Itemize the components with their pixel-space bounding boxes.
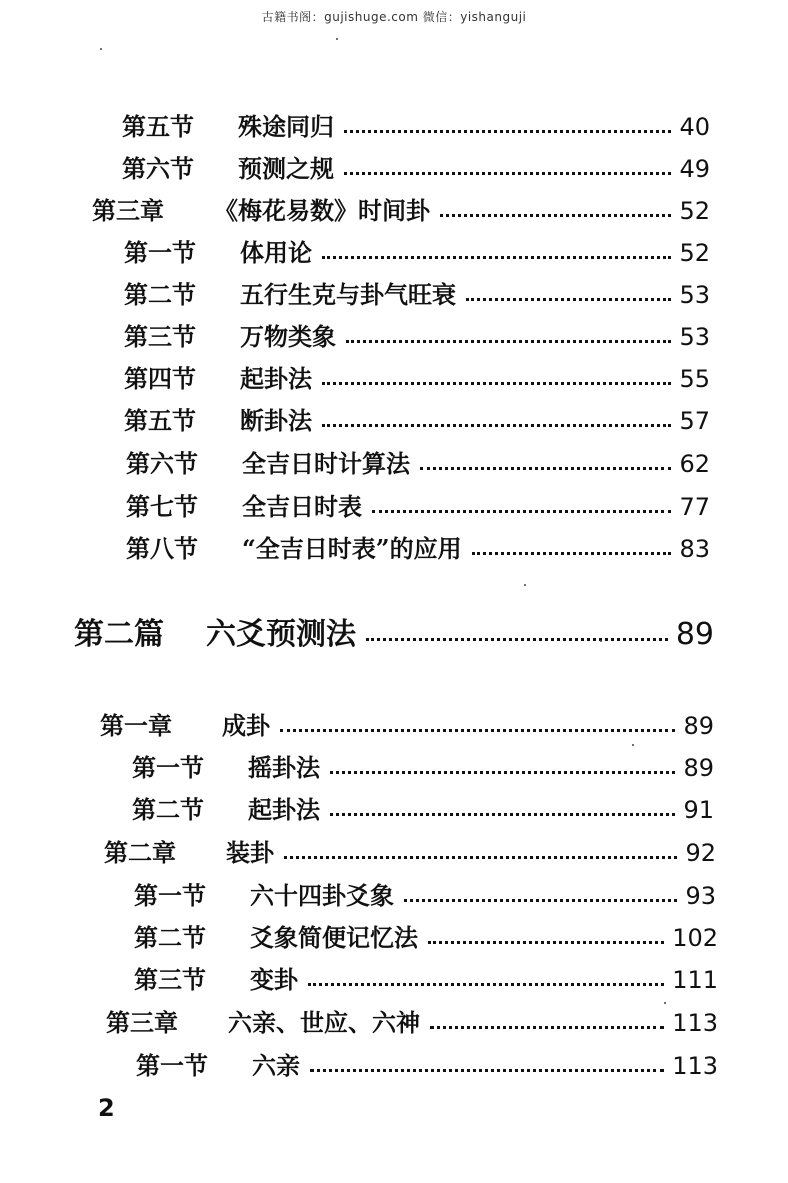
toc-entry[interactable] (134, 961, 718, 999)
dot-leader (284, 856, 677, 859)
toc-entry-title: 成卦 (222, 711, 270, 740)
toc-entry-label: 第六节 (122, 154, 194, 183)
dot-leader (404, 899, 677, 902)
toc-entry-title: 摇卦法 (248, 753, 320, 782)
toc-entry[interactable] (134, 877, 716, 915)
toc-entry-page: 111 (672, 966, 718, 994)
dot-leader (322, 424, 671, 427)
scan-speck (100, 48, 102, 50)
toc-entry[interactable] (124, 234, 710, 272)
toc-entry-title: 爻象简便记忆法 (250, 923, 418, 952)
toc-entry-page: 113 (672, 1009, 718, 1037)
toc-entry-label: 第二节 (134, 923, 206, 952)
toc-entry[interactable] (132, 791, 714, 829)
toc-entry-title: 六亲 (252, 1051, 300, 1080)
toc-entry[interactable] (136, 1047, 718, 1085)
toc-entry-title: 殊途同归 (238, 112, 334, 141)
toc-entry-title: 体用论 (240, 238, 312, 267)
toc-entry-label: 第三章 (92, 196, 164, 225)
dot-leader (322, 382, 671, 385)
toc-entry-label: 第三节 (134, 965, 206, 994)
toc-entry-label: 第五节 (122, 112, 194, 141)
toc-entry-page: 57 (679, 407, 710, 435)
toc-entry-page: 52 (679, 239, 710, 267)
toc-entry-title: 六十四卦爻象 (250, 881, 394, 910)
toc-entry-title: 预测之规 (238, 154, 334, 183)
dot-leader (466, 298, 671, 301)
toc-entry-page: 53 (679, 281, 710, 309)
dot-leader (346, 340, 671, 343)
toc-entry-label: 第四节 (124, 364, 196, 393)
toc-entry-title: 起卦法 (240, 364, 312, 393)
toc-entry-label: 第二节 (124, 280, 196, 309)
toc-entry-title: 起卦法 (248, 795, 320, 824)
toc-entry-label: 第七节 (126, 492, 198, 521)
toc-chapter-entry[interactable] (106, 1004, 718, 1042)
scan-speck (524, 584, 526, 586)
toc-entry-page: 49 (679, 155, 710, 183)
dot-leader (344, 172, 671, 175)
toc-entry-page: 83 (679, 535, 710, 563)
scan-speck (664, 1002, 666, 1004)
toc-entry-page: 102 (672, 924, 718, 952)
toc-entry-title: 断卦法 (240, 406, 312, 435)
toc-entry-label: 第三章 (106, 1008, 178, 1037)
toc-entry[interactable] (122, 108, 710, 146)
toc-entry-page: 40 (679, 113, 710, 141)
dot-leader (440, 214, 671, 217)
toc-part-entry[interactable] (74, 612, 714, 658)
toc-entry-title: 全吉日时计算法 (242, 449, 410, 478)
toc-entry[interactable] (126, 530, 710, 568)
dot-leader (372, 510, 671, 513)
scan-speck (336, 38, 338, 40)
toc-chapter-entry[interactable] (100, 707, 714, 745)
dot-leader (430, 1026, 664, 1029)
toc-entry[interactable] (126, 488, 710, 526)
scan-speck (600, 640, 602, 642)
toc-entry[interactable] (124, 318, 710, 356)
toc-entry-title: 《梅花易数》时间卦 (214, 196, 430, 225)
toc-entry-label: 第一节 (124, 238, 196, 267)
toc-entry-page: 53 (679, 323, 710, 351)
toc-entry[interactable] (126, 445, 710, 483)
toc-entry-label: 第一章 (100, 711, 172, 740)
scan-speck (632, 744, 634, 746)
toc-entry-page: 52 (679, 197, 710, 225)
toc-entry-title: 全吉日时表 (242, 492, 362, 521)
dot-leader (330, 771, 675, 774)
toc-entry[interactable] (124, 276, 710, 314)
dot-leader (420, 467, 671, 470)
toc-entry-title: 六亲、世应、六神 (228, 1008, 420, 1037)
toc-entry-title: 五行生克与卦气旺衰 (240, 280, 456, 309)
watermark-text: 古籍书阁：gujishuge.com 微信：yishanguji (261, 10, 527, 24)
toc-entry[interactable] (122, 150, 710, 188)
dot-leader (310, 1069, 664, 1072)
toc-entry-page: 92 (685, 839, 716, 867)
toc-entry-page: 77 (679, 493, 710, 521)
dot-leader (280, 729, 675, 732)
toc-entry-page: 89 (675, 617, 714, 652)
toc-entry-page: 93 (685, 882, 716, 910)
toc-entry-page: 62 (679, 450, 710, 478)
toc-entry-label: 第一节 (132, 753, 204, 782)
page-number: 2 (98, 1094, 115, 1122)
toc-chapter-entry[interactable] (104, 834, 716, 872)
toc-entry-title: 装卦 (226, 838, 274, 867)
toc-entry[interactable] (124, 402, 710, 440)
toc-entry-label: 第一节 (134, 881, 206, 910)
toc-entry-label: 第二节 (132, 795, 204, 824)
toc-entry[interactable] (124, 360, 710, 398)
toc-entry-label: 第一节 (136, 1051, 208, 1080)
toc-entry-label: 第八节 (126, 534, 198, 563)
toc-entry-label: 第二章 (104, 838, 176, 867)
dot-leader (308, 983, 664, 986)
toc-entry-label: 第三节 (124, 322, 196, 351)
toc-entry-page: 89 (683, 712, 714, 740)
toc-entry-title: 六爻预测法 (206, 617, 356, 652)
dot-leader (330, 813, 675, 816)
dot-leader (472, 552, 672, 555)
toc-entry-title: “全吉日时表”的应用 (242, 534, 462, 563)
dot-leader (428, 941, 664, 944)
toc-entry-page: 89 (683, 754, 714, 782)
toc-entry[interactable] (132, 749, 714, 787)
toc-entry-page: 91 (683, 796, 714, 824)
toc-entry-page: 55 (679, 365, 710, 393)
toc-entry-title: 变卦 (250, 965, 298, 994)
toc-entry-label: 第二篇 (74, 617, 164, 652)
dot-leader (366, 638, 668, 641)
toc-chapter-entry[interactable] (92, 192, 710, 230)
dot-leader (322, 256, 671, 259)
toc-entry[interactable] (134, 919, 718, 957)
toc-entry-title: 万物类象 (240, 322, 336, 351)
toc-entry-label: 第六节 (126, 449, 198, 478)
dot-leader (344, 130, 671, 133)
toc-entry-page: 113 (672, 1052, 718, 1080)
toc-entry-label: 第五节 (124, 406, 196, 435)
